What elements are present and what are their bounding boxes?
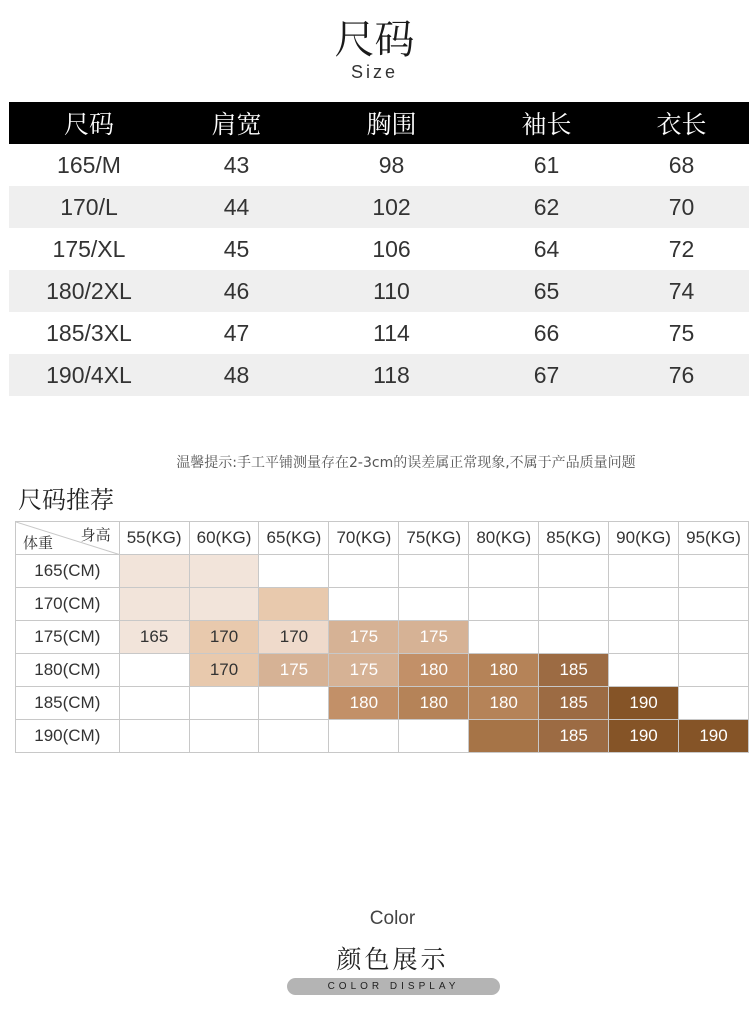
recommended-size-cell: 180 — [329, 687, 399, 720]
recommendation-title: 尺码推荐 — [18, 486, 114, 514]
size-cell: 43 — [223, 151, 250, 178]
size-cell: 47 — [223, 319, 250, 346]
recommended-size-cell — [469, 588, 539, 621]
recommended-size-cell — [399, 588, 469, 621]
recommended-size-cell: 180 — [469, 654, 539, 687]
size-cell: 110 — [373, 277, 410, 304]
recommended-size-cell: 190 — [609, 687, 679, 720]
size-chart-body — [9, 144, 749, 396]
recommended-size-cell — [329, 720, 399, 753]
size-cell: 70 — [668, 193, 695, 220]
size-cell: 62 — [533, 193, 560, 220]
recommended-size-cell — [259, 720, 329, 753]
recommended-size-cell — [679, 654, 749, 687]
weight-header: 85(KG) — [539, 522, 609, 555]
weight-header: 55(KG) — [119, 522, 189, 555]
recommended-size-cell — [679, 555, 749, 588]
recommended-size-cell — [119, 720, 189, 753]
recommended-size-cell: 175 — [259, 654, 329, 687]
recommended-size-cell — [609, 588, 679, 621]
recommended-size-cell: 180 — [399, 654, 469, 687]
size-row — [9, 186, 749, 228]
size-cell: 65 — [533, 277, 560, 304]
height-header: 190(CM) — [16, 720, 120, 753]
recommended-size-cell — [259, 555, 329, 588]
column-header: 尺码 — [63, 110, 114, 139]
recommended-size-cell: 175 — [399, 621, 469, 654]
height-header: 170(CM) — [16, 588, 120, 621]
weight-header: 80(KG) — [469, 522, 539, 555]
size-row — [9, 228, 749, 270]
height-axis-label: 身高 — [80, 526, 111, 544]
recommended-size-cell — [189, 555, 259, 588]
recommended-size-cell — [679, 687, 749, 720]
recommended-size-cell — [399, 720, 469, 753]
size-cell: 72 — [668, 235, 695, 262]
recommended-size-cell: 190 — [609, 720, 679, 753]
recommended-size-cell — [119, 654, 189, 687]
weight-header: 75(KG) — [399, 522, 469, 555]
color-display-pill: COLOR DISPLAY — [287, 978, 500, 995]
size-cell: 106 — [372, 235, 411, 262]
height-header: 165(CM) — [16, 555, 120, 588]
recommended-size-cell: 180 — [399, 687, 469, 720]
size-cell: 76 — [668, 361, 695, 388]
size-cell: 45 — [223, 235, 250, 262]
recommended-size-cell — [469, 555, 539, 588]
recommended-size-cell: 170 — [189, 621, 259, 654]
size-chart-table — [9, 102, 749, 396]
size-row — [9, 312, 749, 354]
size-cell: 190/4XL — [46, 361, 132, 388]
recommended-size-cell: 185 — [539, 654, 609, 687]
recommended-size-cell — [469, 621, 539, 654]
weight-header: 60(KG) — [189, 522, 259, 555]
size-cell: 118 — [373, 361, 410, 388]
recommended-size-cell: 185 — [539, 687, 609, 720]
recommended-size-cell — [329, 555, 399, 588]
size-cell: 61 — [533, 151, 560, 178]
color-title-en: Color — [369, 908, 416, 929]
recommended-size-cell — [609, 555, 679, 588]
height-row — [16, 720, 749, 753]
weight-axis-label: 体重 — [23, 534, 54, 552]
column-header: 衣长 — [656, 110, 707, 139]
recommended-size-cell: 185 — [539, 720, 609, 753]
column-header: 胸围 — [366, 110, 417, 139]
size-row — [9, 270, 749, 312]
recommendation-grid-body — [16, 522, 749, 753]
weight-header: 70(KG) — [329, 522, 399, 555]
size-cell: 170/L — [60, 193, 118, 220]
recommended-size-cell — [119, 687, 189, 720]
size-cell: 114 — [373, 319, 410, 346]
size-cell: 48 — [223, 361, 250, 388]
recommended-size-cell — [609, 621, 679, 654]
recommended-size-cell: 175 — [329, 654, 399, 687]
recommended-size-cell — [189, 588, 259, 621]
size-chart-header — [9, 102, 749, 144]
size-cell: 66 — [533, 319, 560, 346]
recommended-size-cell — [399, 555, 469, 588]
size-cell: 185/3XL — [46, 319, 132, 346]
recommended-size-cell — [679, 588, 749, 621]
size-cell: 64 — [533, 235, 560, 262]
height-header: 180(CM) — [16, 654, 120, 687]
weight-header: 90(KG) — [609, 522, 679, 555]
weight-header: 65(KG) — [259, 522, 329, 555]
size-cell: 98 — [378, 151, 405, 178]
size-recommendation-grid — [15, 521, 749, 753]
size-cell: 175/XL — [52, 235, 126, 262]
recommended-size-cell — [469, 720, 539, 753]
size-cell: 75 — [668, 319, 695, 346]
size-row — [9, 144, 749, 186]
height-row — [16, 588, 749, 621]
recommended-size-cell: 170 — [259, 621, 329, 654]
measurement-note: 温馨提示:手工平铺测量存在2-3cm的误差属正常现象,不属于产品质量问题 — [176, 455, 636, 471]
recommended-size-cell: 165 — [119, 621, 189, 654]
recommended-size-cell — [259, 588, 329, 621]
size-cell: 68 — [668, 151, 695, 178]
recommended-size-cell — [539, 588, 609, 621]
corner-cell — [16, 522, 120, 555]
recommended-size-cell — [539, 555, 609, 588]
height-row — [16, 687, 749, 720]
recommended-size-cell — [119, 555, 189, 588]
height-row — [16, 621, 749, 654]
recommended-size-cell — [259, 687, 329, 720]
page-subtitle: Size — [350, 62, 398, 82]
recommended-size-cell: 170 — [189, 654, 259, 687]
height-header: 175(CM) — [16, 621, 120, 654]
size-row — [9, 354, 749, 396]
recommended-size-cell: 190 — [679, 720, 749, 753]
height-row — [16, 654, 749, 687]
weight-header-row — [16, 522, 749, 555]
recommended-size-cell — [679, 621, 749, 654]
column-header: 袖长 — [521, 110, 572, 139]
size-cell: 44 — [223, 193, 250, 220]
height-header: 185(CM) — [16, 687, 120, 720]
page-title: 尺码 — [334, 17, 415, 63]
recommended-size-cell — [189, 687, 259, 720]
weight-header: 95(KG) — [679, 522, 749, 555]
color-title-cn: 颜色展示 — [336, 945, 449, 974]
size-cell: 74 — [668, 277, 695, 304]
size-cell: 180/2XL — [46, 277, 132, 304]
height-row — [16, 555, 749, 588]
recommended-size-cell — [189, 720, 259, 753]
recommended-size-cell — [329, 588, 399, 621]
size-cell: 46 — [223, 277, 250, 304]
recommended-size-cell — [119, 588, 189, 621]
recommended-size-cell: 175 — [329, 621, 399, 654]
size-cell: 102 — [372, 193, 411, 220]
recommended-size-cell — [609, 654, 679, 687]
recommended-size-cell — [539, 621, 609, 654]
size-cell: 67 — [533, 361, 560, 388]
column-header: 肩宽 — [211, 110, 262, 139]
recommended-size-cell: 180 — [469, 687, 539, 720]
size-cell: 165/M — [57, 151, 121, 178]
